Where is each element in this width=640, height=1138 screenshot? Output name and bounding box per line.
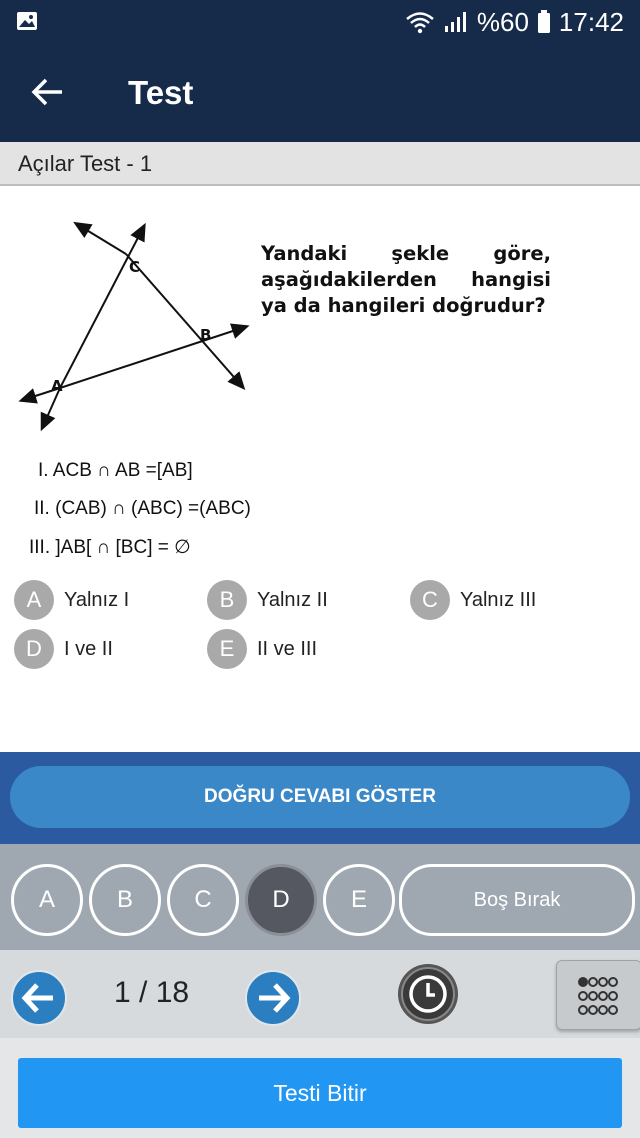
option-e[interactable] bbox=[207, 629, 317, 669]
option-letter: C bbox=[410, 580, 450, 620]
option-c[interactable] bbox=[410, 580, 536, 620]
finish-bar bbox=[0, 1038, 640, 1138]
battery-icon bbox=[537, 10, 551, 34]
statement-2: II. (CAB) ∩ (ABC) =(ABC) bbox=[34, 498, 251, 519]
question-grid-button[interactable] bbox=[556, 960, 640, 1030]
option-text: Yalnız I bbox=[64, 588, 130, 611]
battery-percent: %60 bbox=[476, 6, 529, 37]
clock-icon bbox=[398, 964, 458, 1024]
show-answer-button[interactable]: DOĞRU CEVABI GÖSTER bbox=[10, 766, 630, 828]
option-d[interactable] bbox=[14, 629, 113, 669]
arrow-left-icon bbox=[13, 972, 65, 1024]
option-text: II ve III bbox=[257, 637, 318, 660]
app-bar bbox=[0, 44, 640, 142]
point-label-a: A bbox=[51, 377, 63, 395]
next-button[interactable] bbox=[245, 970, 301, 1026]
option-a[interactable] bbox=[14, 580, 129, 620]
answer-e-button[interactable]: E bbox=[323, 864, 395, 936]
arrow-left-icon[interactable] bbox=[30, 74, 66, 110]
answer-d-button[interactable]: D bbox=[245, 864, 317, 936]
previous-button[interactable] bbox=[11, 970, 67, 1026]
option-text: Yalnız II bbox=[257, 588, 328, 611]
point-label-b: B bbox=[200, 326, 212, 344]
dots-grid-icon bbox=[557, 961, 640, 1029]
option-text: I ve II bbox=[64, 637, 113, 660]
statement-1: I. ACB ∩ AB =[AB] bbox=[38, 460, 193, 481]
wifi-icon bbox=[405, 10, 435, 34]
option-letter: A bbox=[14, 580, 54, 620]
clock: 17:42 bbox=[558, 6, 624, 37]
answer-choices bbox=[0, 844, 640, 950]
page-title: Test bbox=[128, 74, 194, 111]
status-bar bbox=[0, 0, 640, 44]
test-name-bar bbox=[0, 142, 640, 186]
timer-button[interactable] bbox=[398, 964, 458, 1024]
answer-a-button[interactable]: A bbox=[11, 864, 83, 936]
point-label-c: C bbox=[129, 258, 141, 276]
signal-icon bbox=[443, 10, 469, 34]
navigation-bar bbox=[0, 950, 640, 1038]
question-text: Yandaki şekle göre, aşağıdakilerden hangisi ya da hangileri doğrudur? bbox=[261, 242, 551, 317]
option-letter: E bbox=[207, 629, 247, 669]
arrow-right-icon bbox=[247, 972, 299, 1024]
image-notification-icon bbox=[16, 11, 38, 31]
option-b[interactable] bbox=[207, 580, 328, 620]
answer-c-button[interactable]: C bbox=[167, 864, 239, 936]
option-letter: B bbox=[207, 580, 247, 620]
statement-3: III. ]AB[ ∩ [BC] = ∅ bbox=[29, 537, 191, 558]
question-counter: 1 / 18 bbox=[114, 976, 190, 1009]
finish-test-button[interactable]: Testi Bitir bbox=[18, 1058, 622, 1128]
show-answer-bar bbox=[0, 752, 640, 844]
geometry-figure bbox=[16, 216, 256, 446]
option-letter: D bbox=[14, 629, 54, 669]
test-name: Açılar Test - 1 bbox=[18, 151, 153, 176]
skip-button[interactable]: Boş Bırak bbox=[399, 864, 635, 936]
question-area bbox=[0, 186, 640, 752]
option-text: Yalnız III bbox=[460, 588, 537, 611]
answer-b-button[interactable]: B bbox=[89, 864, 161, 936]
